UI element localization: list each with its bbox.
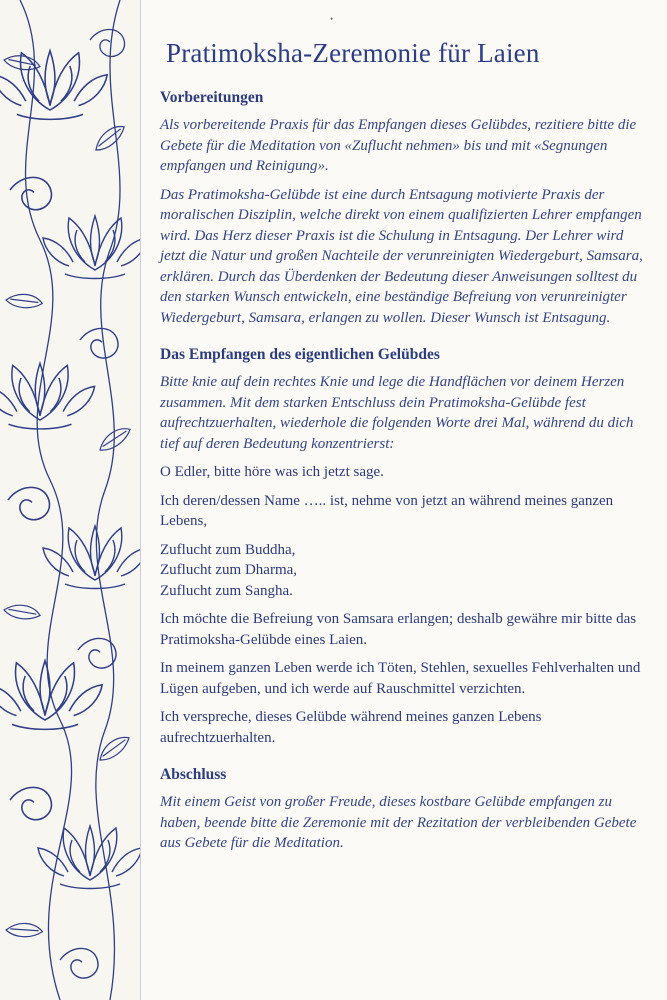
recitation-line: Ich verspreche, dieses Gelübde während meines ganzen Lebens aufrechtzuerhalten. — [160, 709, 542, 746]
section-heading-preparation: Vorbereitungen — [160, 89, 264, 106]
recitation-line: In meinem ganzen Leben werde ich Töten, Stehlen, sexuelles Fehlverhalten und Lügen aufgeben, und ich werde auf Rauschmittel verzichten. — [160, 660, 641, 697]
paragraph: Als vorbereitende Praxis für das Empfangen dieses Gelübdes, rezitiere bitte die Gebete für die Meditation von «Zuflucht nehmen» bis und mit «Segnungen empfangen und Reinigung». — [160, 117, 637, 174]
page-mark: • — [330, 14, 334, 24]
page-title: Pratimoksha-Zeremonie für Laien — [166, 38, 540, 68]
recitation-line: Ich deren/dessen Name ….. ist, nehme von jetzt an während meines ganzen Lebens, — [160, 492, 614, 529]
refuge-block — [160, 540, 645, 602]
refuge-dharma: Zuflucht zum Dharma, — [160, 562, 298, 578]
paragraph: Das Pratimoksha-Gelübde ist eine durch Entsagung motivierte Praxis der moralischen Disziplin, welche direkt von einem qualifizierten Lehrer empfangen wird. Das Herz dieser Praxis ist die Schulung in Entsagung. Der Lehrer wird jetzt die Natur und großen Nachteile der verunreinigten Wiedergeburt, Samsara, erklären. Durch das Überdenken der Bedeutung dieser Anweisungen solltest du den starken Wunsch entwickeln, eine beständige Befreiung von verunreinigter Wiedergeburt, Samsara, erlangen zu wollen. Dieser Wunsch ist Entsagung. — [160, 186, 643, 326]
refuge-buddha: Zuflucht zum Buddha, — [160, 541, 296, 558]
recitation-line: Ich möchte die Befreiung von Samsara erlangen; deshalb gewähre mir bitte das Pratimoksha-Gelübde eines Laien. — [160, 611, 637, 648]
document-content — [160, 38, 645, 862]
paragraph: Bitte knie auf dein rechtes Knie und lege die Handflächen vor deinem Herzen zusammen. Mit dem starken Entschluss dein Pratimoksha-Gelübde fest aufrechtzuerhalten, wiederhole die folgenden Worte drei Mal, während du dich tief auf deren Bedeutung konzentrierst: — [160, 374, 634, 452]
floral-lotus-border-icon — [0, 0, 141, 1000]
paragraph: Mit einem Geist von großer Freude, dieses kostbare Gelübde empfangen zu haben, beende bitte die Zeremonie mit der Rezitation der verbleibenden Gebete aus Gebete für die Meditation. — [160, 794, 637, 851]
refuge-sangha: Zuflucht zum Sangha. — [160, 582, 293, 599]
section-heading-conclusion: Abschluss — [160, 766, 227, 783]
section-heading-receiving-vow: Das Empfangen des eigentlichen Gelübdes — [160, 346, 440, 363]
recitation-line: O Edler, bitte höre was ich jetzt sage. — [160, 464, 384, 480]
